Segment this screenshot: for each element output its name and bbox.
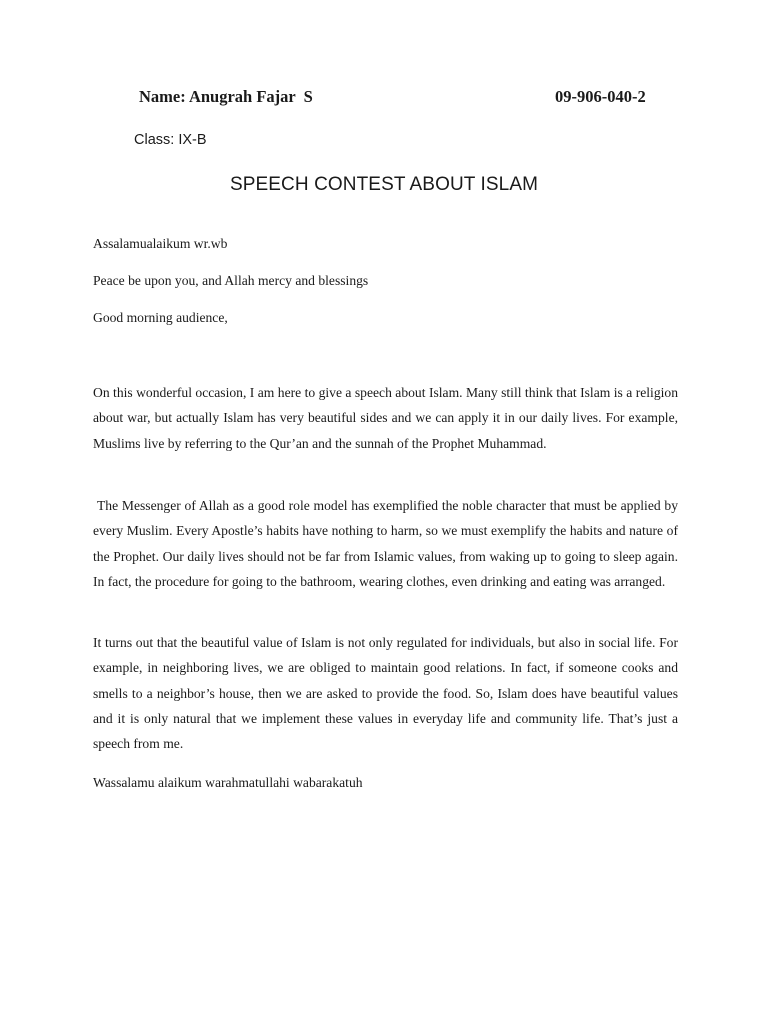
paragraph-social-life: It turns out that the beautiful value of Islam is not only regulated for individuals, but also in social life. For example, in neighboring lives, we are obliged to maintain good relations. In fact, if someone cooks and smells to a neighbor’s house, then we are asked to provide the food. So, Islam does have beautiful values and it is only natural that we implement these values in everyday life and community life. That’s just a speech from me. (93, 635, 678, 752)
student-class: Class: IX-B (134, 132, 207, 148)
student-id-number: 09-906-040-2 (555, 87, 646, 106)
greeting-salam: Assalamualaikum wr.wb (93, 236, 228, 251)
greeting-peace: Peace be upon you, and Allah mercy and blessings (93, 273, 369, 288)
paragraph-prophet: The Messenger of Allah as a good role model has exemplified the noble character that must be applied by every Muslim. Every Apostle’s habits have nothing to harm, so we must exemplify the habits and nature of the Prophet. Our daily lives should not be far from Islamic values, from waking up to going to sleep again. In fact, the procedure for going to the bathroom, wearing clothes, even drinking and eating was arranged. (93, 498, 678, 589)
closing-salam: Wassalamu alaikum warahmatullahi wabarakatuh (93, 775, 363, 790)
student-name: Name: Anugrah Fajar S (139, 87, 313, 106)
greeting-audience: Good morning audience, (93, 310, 228, 325)
document-title: SPEECH CONTEST ABOUT ISLAM (229, 174, 539, 195)
paragraph-intro: On this wonderful occasion, I am here to give a speech about Islam. Many still think that Islam is a religion about war, but actually Islam has very beautiful sides and we can apply it in our daily lives. For example, Muslims live by referring to the Qur’an and the sunnah of the Prophet Muhammad. (93, 385, 678, 451)
